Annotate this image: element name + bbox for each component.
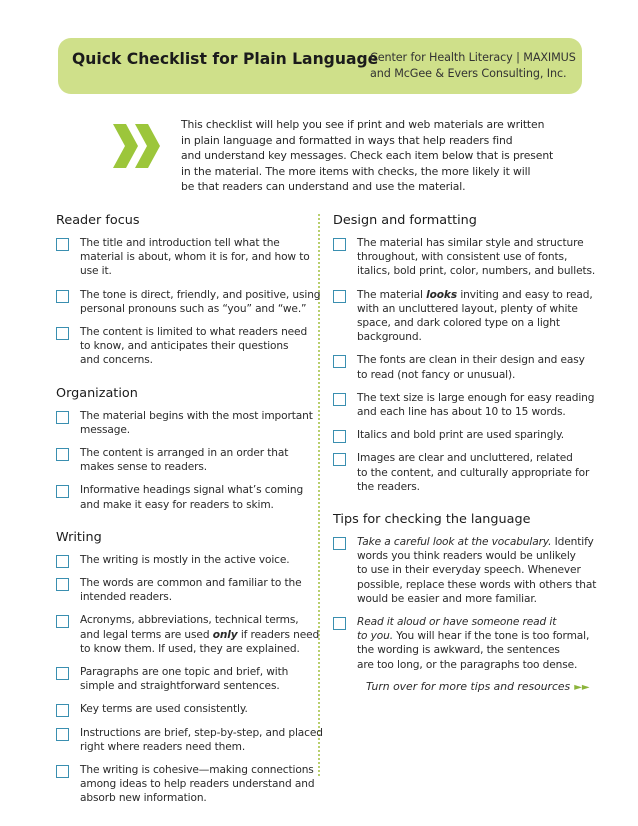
checklist-item <box>56 726 323 754</box>
text-line: to know them. If used, they are explained. <box>80 642 300 655</box>
item-text <box>357 451 593 494</box>
text-line: words you think readers would be unlikely <box>357 550 576 563</box>
checklist-item <box>56 665 306 693</box>
text-line <box>357 629 593 643</box>
intro-line: be that readers can understand and use the material. <box>181 180 466 194</box>
item-text <box>357 288 593 345</box>
checkbox[interactable] <box>333 238 346 251</box>
text-line: among ideas to help readers understand and <box>80 778 315 791</box>
item-text <box>357 236 596 279</box>
checklist-item <box>56 702 306 716</box>
text-line: italics, bold print, color, numbers, and bullets. <box>357 265 596 278</box>
text-line: Italics and bold print are used sparingly. <box>357 429 565 442</box>
checkbox[interactable] <box>56 238 69 251</box>
checklist-item <box>333 451 593 494</box>
checklist-item <box>56 288 321 316</box>
checkbox[interactable] <box>56 448 69 461</box>
section-title: Design and formatting <box>333 213 477 228</box>
checklist-item <box>333 353 593 381</box>
section-title: Organization <box>56 385 138 401</box>
text-line <box>357 535 593 549</box>
text-line: Key terms are used consistently. <box>80 703 248 716</box>
checkbox[interactable] <box>56 704 69 717</box>
header-banner <box>58 38 582 94</box>
section-reader-focus <box>56 213 321 368</box>
item-text <box>357 615 593 672</box>
item-text <box>357 353 593 381</box>
checklist-item <box>333 615 593 672</box>
text-line: would be easier and more familiar. <box>357 592 537 605</box>
checklist-item <box>333 391 593 419</box>
text-segment: inviting and easy to read, <box>460 288 593 301</box>
text-line: are too long, or the paragraphs too dense. <box>357 658 578 671</box>
checkbox[interactable] <box>333 393 346 406</box>
text-line: personal pronouns such as “you” and “we.” <box>80 302 307 315</box>
item-text <box>80 288 321 316</box>
item-text <box>80 613 320 656</box>
section-tips <box>333 512 597 672</box>
text-line <box>80 628 320 642</box>
checkbox[interactable] <box>56 327 69 340</box>
text-line: The title and introduction tell what the <box>80 237 280 249</box>
text-line: to the content, and culturally appropriate for <box>357 466 590 479</box>
checkbox[interactable] <box>56 485 69 498</box>
org-line-1: Center for Health Literacy | MAXIMUS <box>370 51 576 64</box>
item-text <box>80 576 306 604</box>
text-line: The words are common and familiar to the <box>80 577 302 590</box>
right-column <box>333 213 597 690</box>
checkbox[interactable] <box>56 578 69 591</box>
text-line: Instructions are brief, step-by-step, and placed <box>80 726 323 739</box>
text-line: Paragraphs are one topic and brief, with <box>80 666 289 679</box>
text-line: with an uncluttered layout, plenty of white <box>357 302 578 315</box>
org-line-2: and McGee & Evers Consulting, Inc. <box>370 67 567 80</box>
text-line: use it. <box>80 265 112 278</box>
text-segment: if readers need <box>240 628 320 641</box>
item-text <box>80 483 306 511</box>
item-text <box>80 665 306 693</box>
text-segment: The material <box>357 288 423 301</box>
text-line: throughout, with consistent use of fonts, <box>357 251 568 264</box>
section-title: Tips for checking the language <box>333 512 531 528</box>
checkbox[interactable] <box>56 615 69 628</box>
intro-paragraph <box>181 117 554 195</box>
item-text <box>357 535 597 606</box>
item-text <box>80 409 313 437</box>
item-text <box>80 763 315 806</box>
text-line: message. <box>80 423 131 436</box>
section-organization <box>56 385 313 512</box>
intro-line: This checklist will help you see if print and web materials are written <box>181 118 545 131</box>
item-text <box>80 325 306 368</box>
checkbox[interactable] <box>333 430 346 443</box>
text-line: and each line has about 10 to 15 words. <box>357 406 566 419</box>
text-line: the readers. <box>357 480 420 493</box>
text-line: right where readers need them. <box>80 740 246 753</box>
section-title: Writing <box>56 529 102 545</box>
text-segment: Identify <box>554 536 594 549</box>
checkbox[interactable] <box>56 667 69 680</box>
section-design-formatting <box>333 213 596 494</box>
text-line: to read (not fancy or unusual). <box>357 368 516 381</box>
checklist-item <box>333 428 593 442</box>
checkbox[interactable] <box>333 290 346 303</box>
double-chevron-right-icon <box>113 124 161 168</box>
text-line: Informative headings signal what’s coming <box>80 484 304 497</box>
checklist-item <box>56 236 310 279</box>
checkbox[interactable] <box>333 537 346 550</box>
turn-over-text: Turn over for more tips and resources <box>366 680 571 693</box>
text-line: and make it easy for readers to skim. <box>80 498 274 511</box>
text-line: to know, and anticipates their questions <box>80 340 289 353</box>
double-arrow-right-icon: ►► <box>574 682 590 693</box>
left-column <box>56 213 323 824</box>
checklist-item <box>56 576 306 604</box>
checklist-item <box>333 535 597 606</box>
turn-over-note <box>366 680 588 693</box>
text-line: and concerns. <box>80 354 153 367</box>
text-line: background. <box>357 331 422 344</box>
checkbox[interactable] <box>56 555 69 568</box>
checklist-item <box>333 288 593 345</box>
text-line: The material begins with the most important <box>80 409 313 422</box>
organization-credit <box>370 50 580 82</box>
checkbox[interactable] <box>56 290 69 303</box>
emphasis-text: to you. <box>357 630 393 643</box>
text-line: makes sense to readers. <box>80 461 207 474</box>
page-title: Quick Checklist for Plain Language <box>72 50 379 68</box>
text-line <box>357 288 593 302</box>
checklist-item <box>56 446 306 474</box>
section-title: Reader focus <box>56 213 140 228</box>
checklist-item <box>333 236 596 279</box>
emphasis-text: Take a careful look at the vocabulary. <box>357 536 552 549</box>
text-line: simple and straightforward sentences. <box>80 680 280 693</box>
text-line: The content is limited to what readers need <box>80 326 308 339</box>
checklist-item <box>56 483 306 511</box>
text-line: The writing is mostly in the active voice. <box>80 553 290 566</box>
checkbox[interactable] <box>56 728 69 741</box>
emphasis-text: Read it aloud or have someone read it <box>357 616 557 629</box>
checkbox[interactable] <box>333 355 346 368</box>
checklist-item <box>56 553 306 567</box>
text-line: the wording is awkward, the sentences <box>357 644 560 657</box>
text-segment: and legal terms are used <box>80 628 210 641</box>
checklist-item <box>56 763 315 806</box>
checklist-item <box>56 409 313 437</box>
item-text <box>80 446 306 474</box>
text-line: intended readers. <box>80 591 172 604</box>
checklist-item <box>56 325 306 368</box>
item-text <box>80 702 306 716</box>
text-line: material is about, whom it is for, and how to <box>80 251 310 264</box>
text-line: The text size is large enough for easy reading <box>357 391 595 404</box>
intro-line: in the material. The more items with checks, the more likely it will <box>181 164 531 178</box>
text-segment: You will hear if the tone is too formal, <box>396 630 590 643</box>
text-line: Images are clear and uncluttered, related <box>357 452 573 465</box>
text-line: The fonts are clean in their design and easy <box>357 354 585 367</box>
item-text <box>357 428 593 442</box>
item-text <box>357 391 593 419</box>
text-line: space, and dark colored type on a light <box>357 317 560 330</box>
checklist-item <box>56 613 320 656</box>
text-line: possible, replace these words with others that <box>357 578 597 591</box>
text-line: The writing is cohesive—making connections <box>80 764 314 777</box>
checkbox[interactable] <box>56 411 69 424</box>
item-text <box>80 726 323 754</box>
checkbox[interactable] <box>56 765 69 778</box>
text-line: The tone is direct, friendly, and positive, using <box>80 288 321 301</box>
intro-line: and understand key messages. Check each item below that is present <box>181 149 554 163</box>
checkbox[interactable] <box>333 453 346 466</box>
intro-line: in plain language and formatted in ways that help readers find <box>181 133 513 147</box>
emphasis-text: only <box>212 628 238 641</box>
text-line: The material has similar style and structure <box>357 237 584 249</box>
text-line: absorb new information. <box>80 792 207 805</box>
text-line: to use in their everyday speech. Whenever <box>357 564 581 577</box>
checkbox[interactable] <box>333 617 346 630</box>
item-text <box>80 553 306 567</box>
text-line: The content is arranged in an order that <box>80 447 289 460</box>
item-text <box>80 236 310 279</box>
emphasis-text: looks <box>426 288 458 301</box>
section-writing <box>56 529 323 806</box>
text-line: Acronyms, abbreviations, technical terms, <box>80 614 299 627</box>
